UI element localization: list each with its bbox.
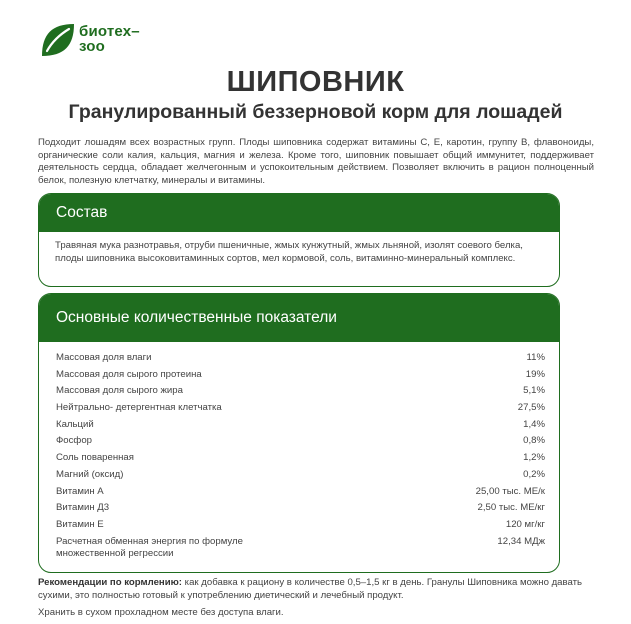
indicator-name: Массовая доля влаги: [56, 352, 152, 363]
indicator-value: 19%: [525, 368, 545, 380]
indicator-name: Витамин А: [56, 485, 104, 497]
indicator-row: [56, 419, 545, 436]
indicator-name: Витамин Е: [56, 518, 104, 530]
indicators-heading: Основные количественные показатели: [39, 294, 559, 342]
composition-heading: Состав: [39, 194, 559, 232]
indicators-table: [56, 352, 545, 566]
indicator-value: 1,4%: [523, 418, 545, 430]
indicator-value: 5,1%: [523, 385, 545, 397]
indicator-name: Магний (оксид): [56, 468, 124, 480]
recommendations-label: Рекомендации по кормлению:: [38, 577, 182, 588]
indicator-name: Витамин Д3: [56, 502, 110, 514]
brand-logo: [38, 17, 140, 61]
indicator-row: [56, 519, 545, 536]
indicator-value: 1,2%: [523, 452, 545, 464]
indicator-name: Расчетная обменная энергия по формуле множественной регрессии: [56, 535, 243, 559]
brand-name-line1: биотех–: [79, 23, 140, 40]
indicator-value: 120 мг/кг: [505, 518, 545, 530]
indicator-row: [56, 385, 545, 402]
indicator-row: [56, 469, 545, 486]
indicator-name: Массовая доля сырого жира: [56, 385, 183, 397]
indicators-card: [38, 293, 560, 573]
indicator-value: 11%: [526, 352, 545, 363]
indicator-row: [56, 536, 545, 566]
composition-text: Травяная мука разнотравья, отруби пшеничные, жмых кунжутный, жмых льняной, изолят соевого белка, плоды шиповника высоковитаминных сортов, мел кормовой, соль, витаминно-минеральный комплекс.: [55, 240, 523, 264]
indicator-row: [56, 402, 545, 419]
indicator-name: Фосфор: [56, 435, 92, 447]
product-description: Подходит лошадям всех возрастных групп. Плоды шиповника содержат витамины С, Е, каротин, группу В, флавоноиды, органические соли калия, кальция, магния и железа. Кроме того, шиповник повышает общий иммунитет, поддерживает деятельность сердца, обладает желчегонным и успокоительным действием. Позволяет включить в рацион полноценный белок, полезную клетчатку, минералы и витамины.: [38, 137, 594, 186]
brand-name: [79, 24, 140, 54]
brand-name-line2: зоо: [79, 38, 106, 55]
indicator-name: Массовая доля сырого протеина: [56, 368, 202, 380]
indicator-value: 2,50 тыс. МЕ/кг: [477, 502, 545, 514]
indicator-name: Кальций: [56, 418, 94, 430]
composition-card: [38, 193, 560, 287]
leaf-logo-icon: [38, 20, 76, 58]
indicator-value: 0,2%: [523, 468, 545, 480]
indicator-name: Нейтрально- детергентная клетчатка: [56, 402, 222, 414]
indicator-value: 12,34 МДж: [497, 535, 545, 547]
product-subtitle: Гранулированный беззерновой корм для лошадей: [68, 101, 563, 123]
indicator-value: 27,5%: [517, 402, 545, 414]
indicator-row: [56, 369, 545, 386]
recommendations-text: как добавка к рациону в количестве 0,5–1,5 кг в день. Гранулы Шиповника можно давать сухими, это полностью готовый к употреблению диетический и лечебный продукт.: [38, 577, 583, 601]
indicator-row: [56, 452, 545, 469]
indicator-row: [56, 502, 545, 519]
indicator-row: [56, 486, 545, 503]
storage-note: Хранить в сухом прохладном месте без доступа влаги.: [38, 607, 284, 618]
indicator-row: [56, 352, 545, 369]
indicator-name: Соль поваренная: [56, 452, 134, 464]
indicator-value: 25,00 тыс. МЕ/к: [475, 485, 545, 497]
product-title: ШИПОВНИК: [226, 66, 405, 98]
feeding-recommendations: [38, 577, 594, 602]
indicator-value: 0,8%: [523, 435, 545, 447]
indicator-row: [56, 435, 545, 452]
